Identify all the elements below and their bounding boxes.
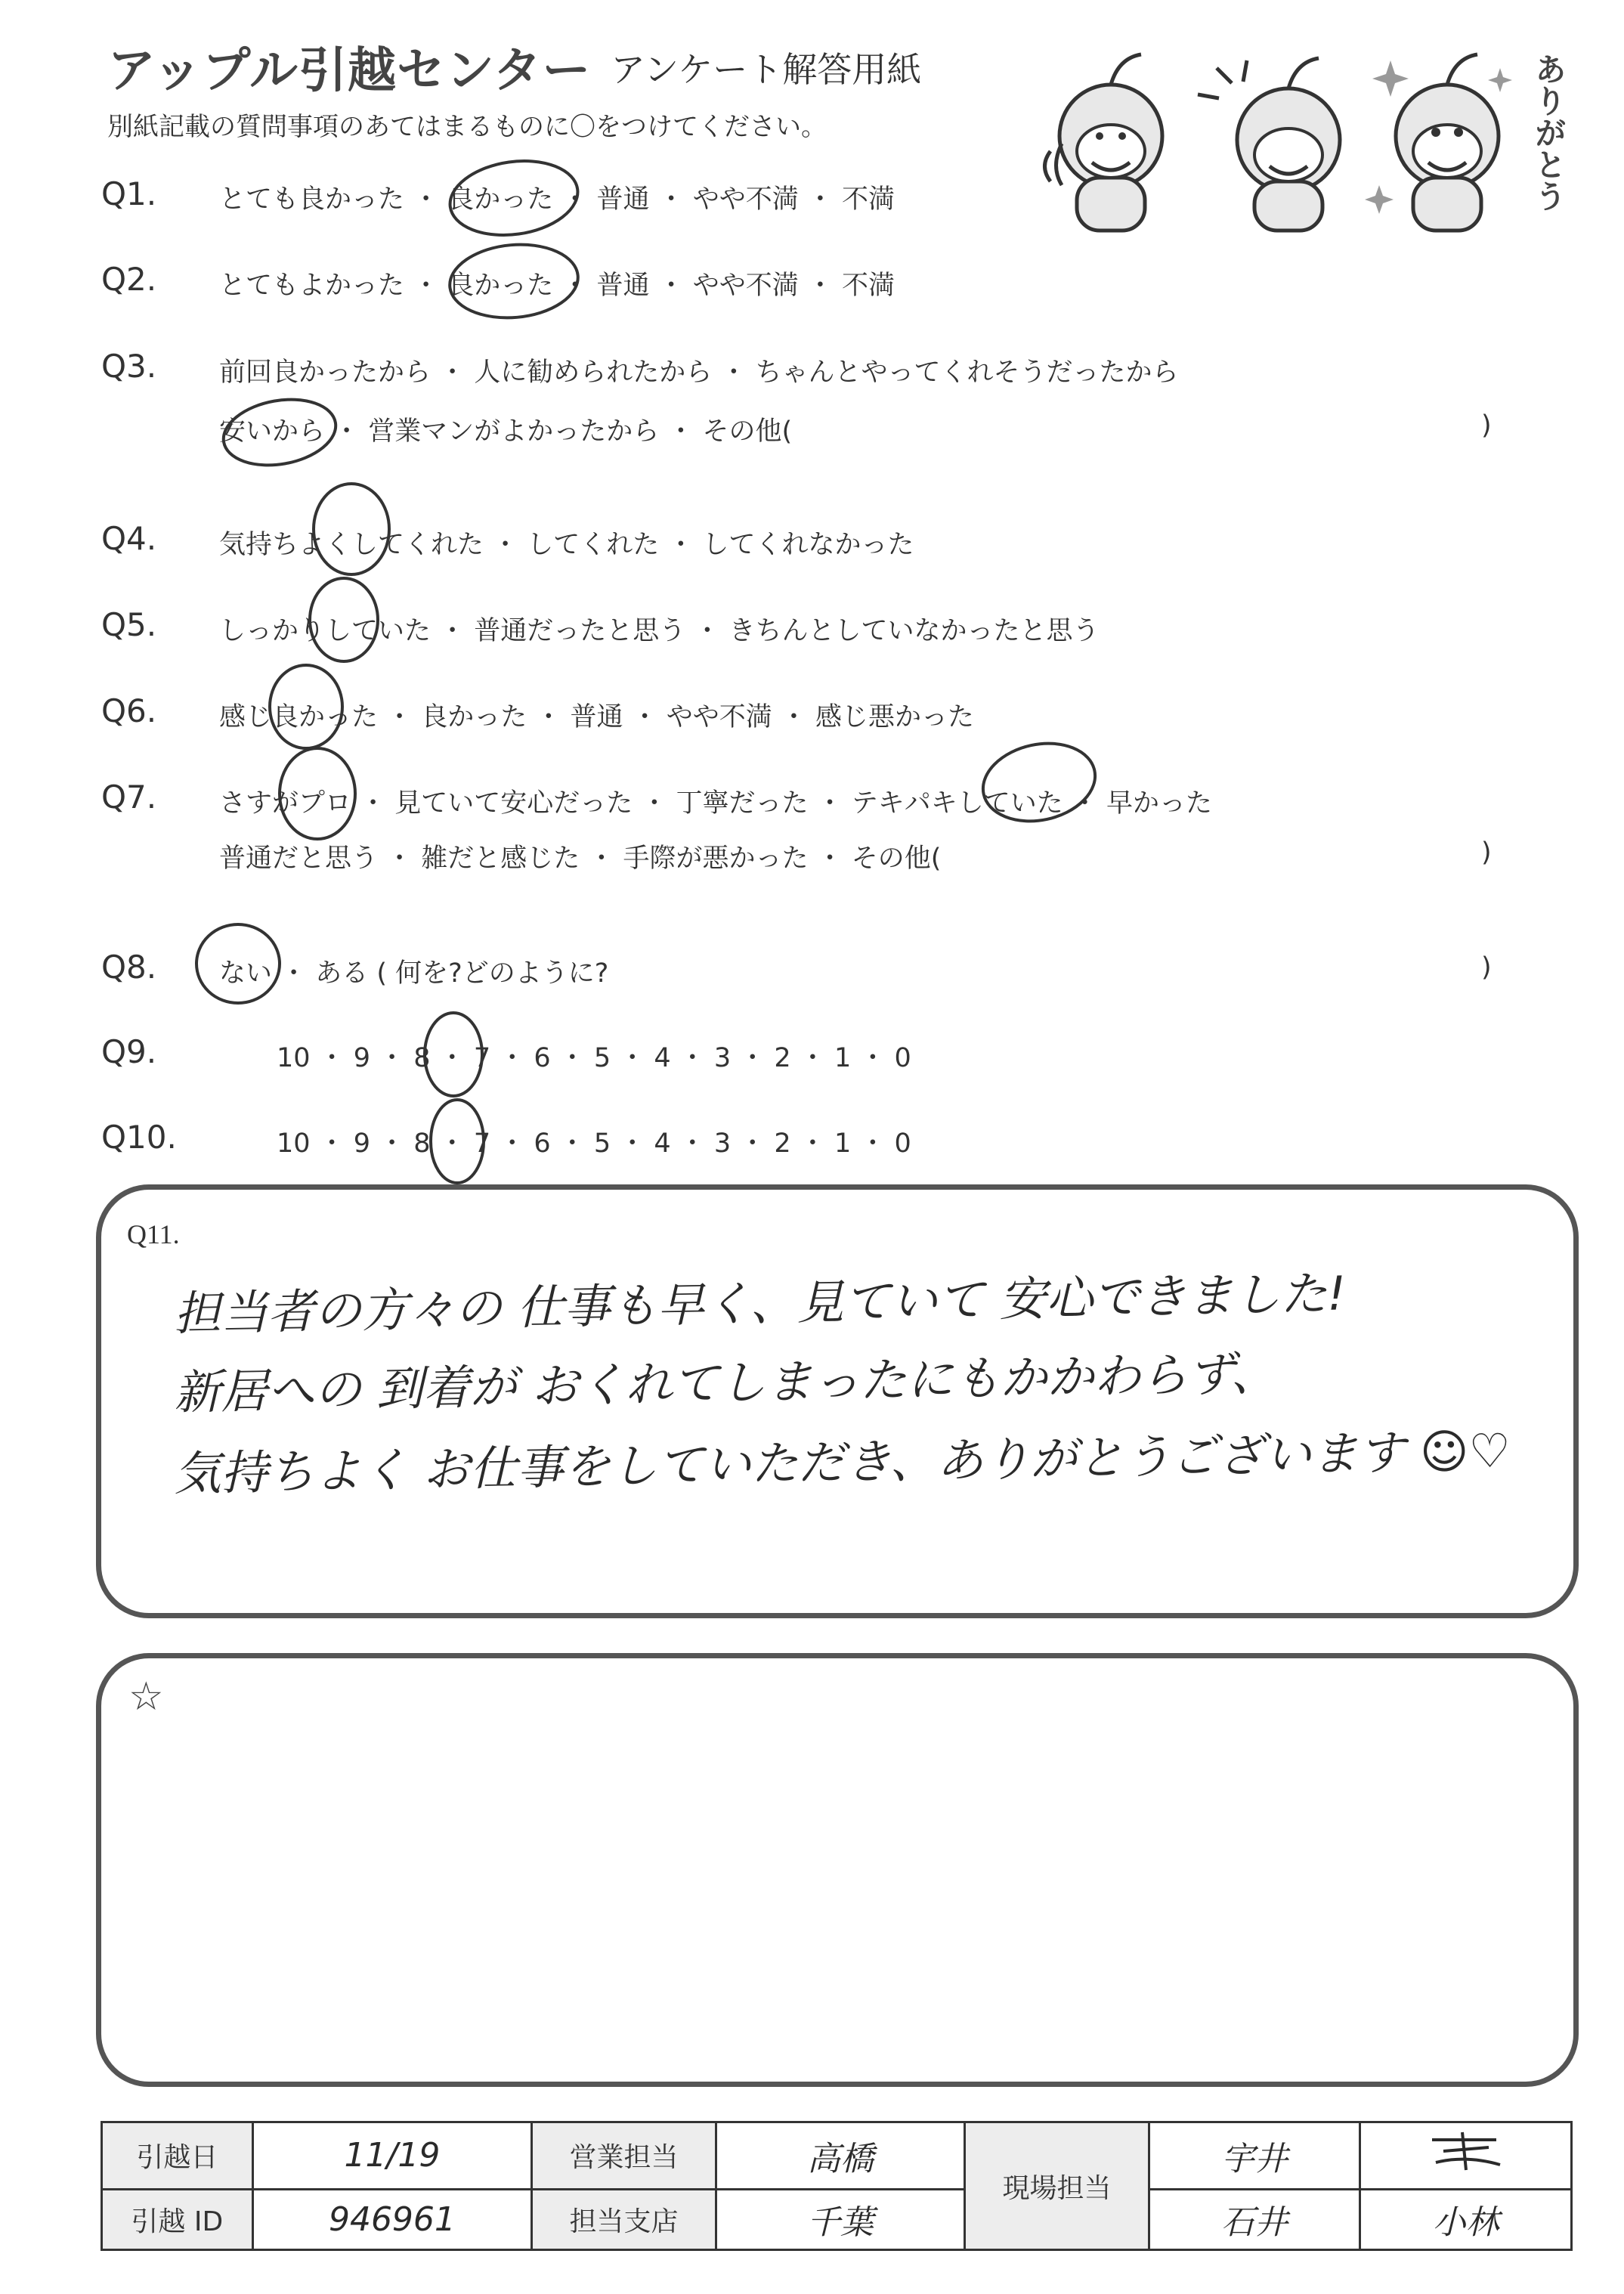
branch-label: 担当支店 [532,2189,716,2249]
field-staff-1: 宇井 [1149,2122,1360,2190]
move-date-label: 引越日 [102,2122,253,2190]
move-id-label: 引越 ID [102,2189,253,2249]
move-id-value: 946961 [252,2189,532,2249]
handwritten-stamp-mark [1421,2128,1511,2174]
q7-options-line2: 普通だと思う ・ 雑だと感じた ・ 手際が悪かった ・ その他( [219,844,942,874]
q3-options-line1: 前回良かったから ・ 人に勧められたから ・ ちゃんとやってくれそうだったから [219,358,1179,388]
star-icon: ☆ [128,1674,164,1720]
q11-comment-line-3: 気持ちよく お仕事をしていただき、ありがとうございます ☺♡ [173,1423,1511,1502]
q3-options-line2: 安いから ・ 営業マンがよかったから ・ その他( [219,416,793,447]
field-staff-3: 小林 [1360,2189,1572,2249]
q1-options: とても良かった ・ 良かった ・ 普通 ・ やや不満 ・ 不満 [219,184,896,215]
q2-number: Q2. [101,261,157,298]
q7-number: Q7. [101,779,157,816]
sales-rep-label: 営業担当 [532,2122,716,2190]
branch-value: 千葉 [716,2189,964,2249]
q10-scale: 10 ・ 9 ・ 8 ・ 7 ・ 6 ・ 5 ・ 4 ・ 3 ・ 2 ・ 1 ・ 0 [277,1128,911,1159]
field-staff-label: 現場担当 [965,2122,1149,2250]
q9-scale: 10 ・ 9 ・ 8 ・ 7 ・ 6 ・ 5 ・ 4 ・ 3 ・ 2 ・ 1 ・ 0 [277,1043,911,1073]
q11-comment-line-1: 担当者の方々の 仕事も早く、見ていて 安心できました! [173,1265,1347,1342]
remarks-box [96,1653,1579,2087]
q11-label: Q11. [127,1219,180,1249]
q5-options: しっかりしていた ・ 普通だったと思う ・ きちんとしていなかったと思う [219,616,1100,646]
q6-number: Q6. [101,692,157,729]
mascot-illustration [1035,38,1549,242]
instruction-text: 別紙記載の質問事項のあてはまるものに〇をつけてください。 [107,112,827,142]
q3-close-paren: ) [1481,410,1492,441]
field-staff-stamp [1360,2122,1572,2190]
q6-options: 感じ良かった ・ 良かった ・ 普通 ・ やや不満 ・ 感じ悪かった [219,702,975,732]
q2-options: とてもよかった ・ 良かった ・ 普通 ・ やや不満 ・ 不満 [219,271,896,301]
q1-number: Q1. [101,175,157,212]
q4-options: 気持ちよくしてくれた ・ してくれた ・ してくれなかった [219,530,914,560]
q7-options-line1: さすがプロ ・ 見ていて安心だった ・ 丁寧だった ・ テキパキしていた ・ 早かった [219,788,1213,819]
sales-rep-value: 高橋 [716,2122,964,2190]
q3-number: Q3. [101,348,157,385]
q7-close-paren: ) [1481,837,1492,868]
q8-number: Q8. [101,949,157,986]
footer-info-table [101,2121,1573,2251]
move-date-value: 11/19 [252,2122,532,2190]
q9-number: Q9. [101,1033,157,1070]
q11-comment-line-2: 新居への 到着が おくれてしまったにもかかわらず、 [173,1345,1279,1420]
q4-number: Q4. [101,520,157,557]
q5-number: Q5. [101,606,157,643]
q8-close-paren: ) [1481,952,1492,983]
thanks-text: ありがとう [1530,53,1567,212]
form-title: アンケート解答用紙 [611,49,922,90]
company-name: アップル引越センター [107,43,592,99]
field-staff-2: 石井 [1149,2189,1360,2249]
q10-number: Q10. [101,1119,177,1156]
q8-options: ない ・ ある ( 何を?どのように? [219,958,609,989]
